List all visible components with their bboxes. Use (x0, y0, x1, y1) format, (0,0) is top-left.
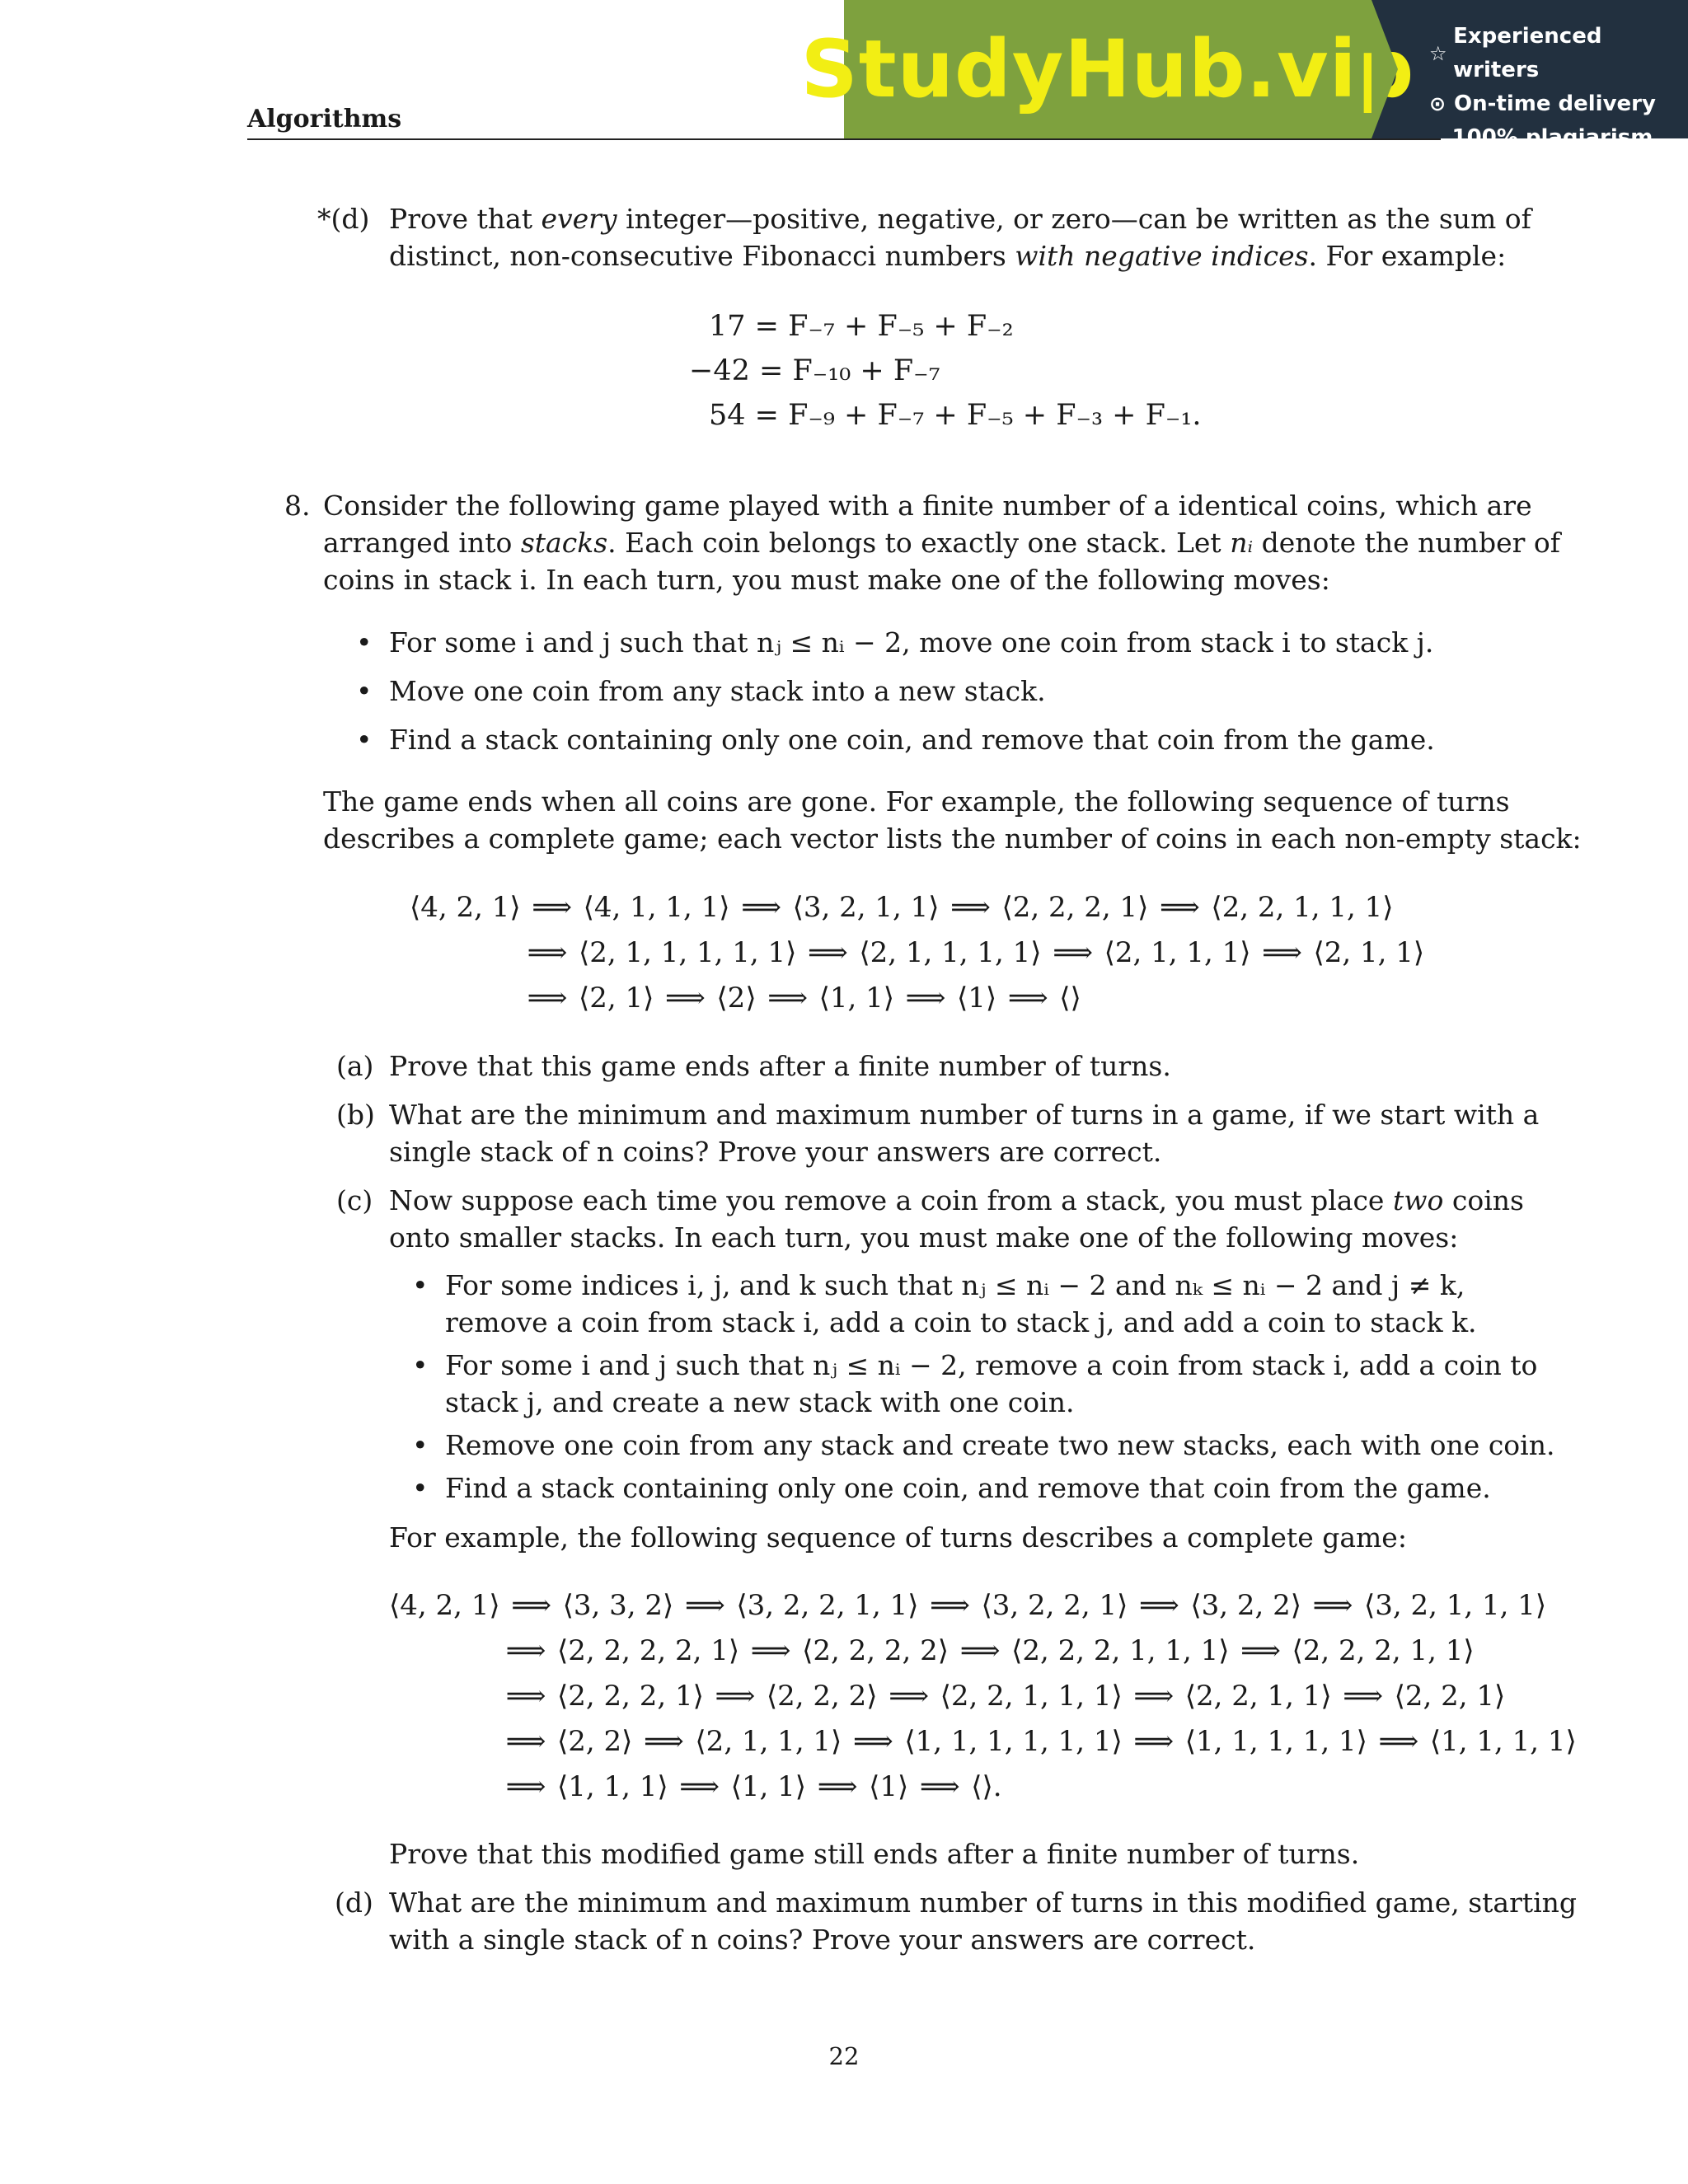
stack-vector: ⟨2, 2, 2, 1⟩ (1001, 891, 1149, 924)
banner-feature: ☆ Experienced writers (1429, 24, 1602, 82)
bullet: • (412, 1269, 429, 1301)
clock-icon: ⊙ (1429, 92, 1447, 115)
implies-arrow: ⟹ (1160, 891, 1200, 924)
implies-arrow: ⟹ (1133, 1680, 1175, 1713)
stack-vector: ⟨2, 2⟩ (557, 1725, 633, 1758)
stack-vector: ⟨2, 2, 2, 1, 1, 1⟩ (1011, 1634, 1230, 1667)
stack-vector: ⟨1⟩ (957, 982, 997, 1015)
implies-arrow: ⟹ (959, 1634, 1001, 1667)
stack-vector: ⟨3, 2, 1, 1⟩ (792, 891, 940, 924)
stack-vector: ⟨2, 2, 1, 1, 1⟩ (1211, 891, 1394, 924)
stack-vector: ⟨1, 1, 1, 1, 1, 1⟩ (904, 1725, 1123, 1758)
copy-icon: ⧉ (1429, 143, 1444, 166)
banner-features (1372, 0, 1688, 184)
paragraph-line: Consider the following game played with a finite number of a identical coins, which are (323, 490, 1532, 522)
stack-vector: ⟨3, 2, 2⟩ (1190, 1589, 1302, 1622)
paragraph-line: What are the minimum and maximum number of turns in a game, if we start with a (389, 1099, 1540, 1131)
list-item: • Find a stack containing only one coin, and remove that coin from the game. (356, 721, 1435, 759)
stack-vector: ⟨2, 1, 1, 1, 1, 1⟩ (579, 936, 797, 969)
implies-arrow: ⟹ (741, 891, 781, 924)
list-item: • For some i and j such that nⱼ ≤ nᵢ − 2, remove a coin from stack i, add a coin to (412, 1347, 1537, 1385)
stack-vector: ⟨2, 2, 2⟩ (766, 1680, 878, 1713)
game-sequence-line (389, 1582, 1546, 1629)
implies-arrow: ⟹ (852, 1725, 893, 1758)
implies-arrow: ⟹ (919, 1770, 960, 1803)
part-label: *(d) (317, 203, 370, 235)
stack-vector: ⟨2⟩ (716, 982, 757, 1015)
bullet: • (412, 1429, 429, 1461)
implies-arrow: ⟹ (505, 1680, 546, 1713)
paragraph-line: The game ends when all coins are gone. For example, the following sequence of turns (323, 785, 1510, 818)
stack-vector: ⟨2, 2, 2, 1, 1⟩ (1292, 1634, 1475, 1667)
game-sequence-line (410, 884, 1394, 930)
stack-vector: ⟨1, 1, 1, 1, 1⟩ (1184, 1725, 1367, 1758)
implies-arrow: ⟹ (644, 1725, 684, 1758)
paragraph-line: onto smaller stacks. In each turn, you must make one of the following moves: (389, 1221, 1459, 1254)
stack-vector: ⟨⟩. (971, 1770, 1002, 1803)
stack-vector: ⟨2, 2, 1⟩ (1394, 1680, 1506, 1713)
game-sequence-line (495, 1628, 1475, 1674)
implies-arrow: ⟹ (679, 1770, 720, 1803)
paragraph-line: remove a coin from stack i, add a coin to stack j, and add a coin to stack k. (445, 1306, 1477, 1338)
implies-arrow: ⟹ (1343, 1680, 1383, 1713)
stack-vector: ⟨2, 2, 2, 2⟩ (802, 1634, 950, 1667)
paragraph-line: Prove that this game ends after a finite number of turns. (389, 1050, 1171, 1082)
paragraph-line: For example, the following sequence of turns describes a complete game: (389, 1521, 1407, 1554)
stack-vector: ⟨4, 2, 1⟩ (410, 891, 521, 924)
implies-arrow: ⟹ (1378, 1725, 1419, 1758)
implies-arrow: ⟹ (1312, 1589, 1353, 1622)
stack-vector: ⟨1, 1⟩ (730, 1770, 807, 1803)
implies-arrow: ⟹ (1139, 1589, 1179, 1622)
stack-vector: ⟨1, 1⟩ (818, 982, 895, 1015)
fib-example: 17 = F₋₇ + F₋₅ + F₋₂ (709, 310, 1014, 343)
paragraph-line: describes a complete game; each vector lists the number of coins in each non-empty stack: (323, 823, 1582, 855)
fib-example: −42 = F₋₁₀ + F₋₇ (689, 354, 940, 387)
implies-arrow: ⟹ (505, 1634, 546, 1667)
stack-vector: ⟨3, 3, 2⟩ (562, 1589, 674, 1622)
stack-vector: ⟨2, 2, 2, 1⟩ (557, 1680, 704, 1713)
implies-arrow: ⟹ (808, 936, 848, 969)
implies-arrow: ⟹ (684, 1589, 725, 1622)
paragraph-line: Prove that this modified game still ends after a finite number of turns. (389, 1838, 1360, 1870)
part-label: (b) (336, 1099, 375, 1131)
implies-arrow: ⟹ (950, 891, 991, 924)
page-number: 22 (828, 2042, 860, 2070)
list-item: • For some i and j such that nⱼ ≤ nᵢ − 2, move one coin from stack i to stack j. (356, 624, 1433, 662)
stack-vector: ⟨2, 2, 1, 1⟩ (1184, 1680, 1332, 1713)
implies-arrow: ⟹ (1053, 936, 1093, 969)
paragraph-line: distinct, non-consecutive Fibonacci numbers with negative indices. For example: (389, 240, 1507, 272)
game-sequence-line (495, 1764, 1002, 1810)
implies-arrow: ⟹ (930, 1589, 970, 1622)
stack-vector: ⟨4, 2, 1⟩ (389, 1589, 500, 1622)
list-item: • Find a stack containing only one coin, and remove that coin from the game. (412, 1469, 1491, 1507)
bullet: • (356, 724, 373, 756)
game-sequence-line (495, 1673, 1505, 1719)
part-label: (d) (335, 1886, 373, 1919)
star-icon: ☆ (1429, 41, 1447, 65)
implies-arrow: ⟹ (1240, 1634, 1281, 1667)
banner-feature: ⊙ On-time delivery (1429, 87, 1688, 121)
bullet: • (356, 675, 373, 707)
implies-arrow: ⟹ (1007, 982, 1048, 1015)
problem-number: 8. (284, 490, 311, 522)
implies-arrow: ⟹ (527, 982, 568, 1015)
implies-arrow: ⟹ (511, 1589, 552, 1622)
stack-vector: ⟨2, 1, 1⟩ (1313, 936, 1425, 969)
stack-vector: ⟨1, 1, 1, 1⟩ (1429, 1725, 1577, 1758)
implies-arrow: ⟹ (1133, 1725, 1175, 1758)
running-header: Algorithms (247, 105, 402, 134)
banner-logo-panel (800, 0, 1415, 138)
banner-logo: StudyHub.vip (800, 23, 1415, 115)
paragraph-line: stack j, and create a new stack with one coin. (445, 1386, 1075, 1418)
list-item: • Move one coin from any stack into a new stack. (356, 673, 1046, 710)
paragraph-line: single stack of n coins? Prove your answers are correct. (389, 1136, 1162, 1168)
ad-banner[interactable] (800, 0, 1688, 184)
paragraph-line: arranged into stacks. Each coin belongs to exactly one stack. Let nᵢ denote the number of (323, 527, 1560, 559)
game-sequence-line (516, 975, 1081, 1021)
part-label: (a) (336, 1050, 374, 1082)
implies-arrow: ⟹ (1262, 936, 1302, 969)
stack-vector: ⟨2, 2, 2, 2, 1⟩ (557, 1634, 740, 1667)
game-sequence-line (516, 930, 1424, 976)
stack-vector: ⟨⟩ (1059, 982, 1081, 1015)
stack-vector: ⟨3, 2, 2, 1, 1⟩ (736, 1589, 919, 1622)
game-sequence-line (495, 1718, 1577, 1765)
stack-vector: ⟨3, 2, 2, 1⟩ (981, 1589, 1128, 1622)
header-rule (247, 138, 1441, 140)
paragraph-line: Now suppose each time you remove a coin from a stack, you must place two coins (389, 1184, 1524, 1216)
bullet: • (412, 1472, 429, 1504)
stack-vector: ⟨2, 1, 1, 1⟩ (695, 1725, 842, 1758)
implies-arrow: ⟹ (750, 1634, 791, 1667)
paragraph-line: Prove that every integer—positive, negative, or zero—can be written as the sum of (389, 203, 1531, 235)
implies-arrow: ⟹ (889, 1680, 929, 1713)
paragraph-line: with a single stack of n coins? Prove your answers are correct. (389, 1924, 1256, 1956)
bullet: • (356, 626, 373, 658)
bullet: • (412, 1349, 429, 1381)
stack-vector: ⟨4, 1, 1, 1⟩ (583, 891, 730, 924)
stack-vector: ⟨3, 2, 1, 1, 1⟩ (1364, 1589, 1547, 1622)
fib-example: 54 = F₋₉ + F₋₇ + F₋₅ + F₋₃ + F₋₁. (709, 399, 1202, 432)
implies-arrow: ⟹ (505, 1770, 546, 1803)
paragraph-line: What are the minimum and maximum number of turns in this modified game, starting (389, 1886, 1578, 1919)
implies-arrow: ⟹ (767, 982, 808, 1015)
implies-arrow: ⟹ (817, 1770, 858, 1803)
implies-arrow: ⟹ (532, 891, 573, 924)
list-item: • Remove one coin from any stack and create two new stacks, each with one coin. (412, 1427, 1554, 1465)
list-item: • For some indices i, j, and k such that nⱼ ≤ nᵢ − 2 and nₖ ≤ nᵢ − 2 and j ≠ k, (412, 1267, 1465, 1305)
stack-vector: ⟨2, 1, 1, 1⟩ (1104, 936, 1251, 969)
banner-feature: ⧉ 100% plagiarism free (1429, 125, 1653, 184)
implies-arrow: ⟹ (905, 982, 946, 1015)
implies-arrow: ⟹ (527, 936, 568, 969)
stack-vector: ⟨1, 1, 1⟩ (557, 1770, 668, 1803)
stack-vector: ⟨2, 1⟩ (579, 982, 654, 1015)
implies-arrow: ⟹ (715, 1680, 756, 1713)
implies-arrow: ⟹ (665, 982, 706, 1015)
paragraph-line: coins in stack i. In each turn, you must make one of the following moves: (323, 564, 1330, 596)
stack-vector: ⟨1⟩ (869, 1770, 909, 1803)
part-label: (c) (336, 1184, 373, 1216)
stack-vector: ⟨2, 2, 1, 1, 1⟩ (940, 1680, 1123, 1713)
implies-arrow: ⟹ (505, 1725, 546, 1758)
stack-vector: ⟨2, 1, 1, 1, 1⟩ (859, 936, 1042, 969)
